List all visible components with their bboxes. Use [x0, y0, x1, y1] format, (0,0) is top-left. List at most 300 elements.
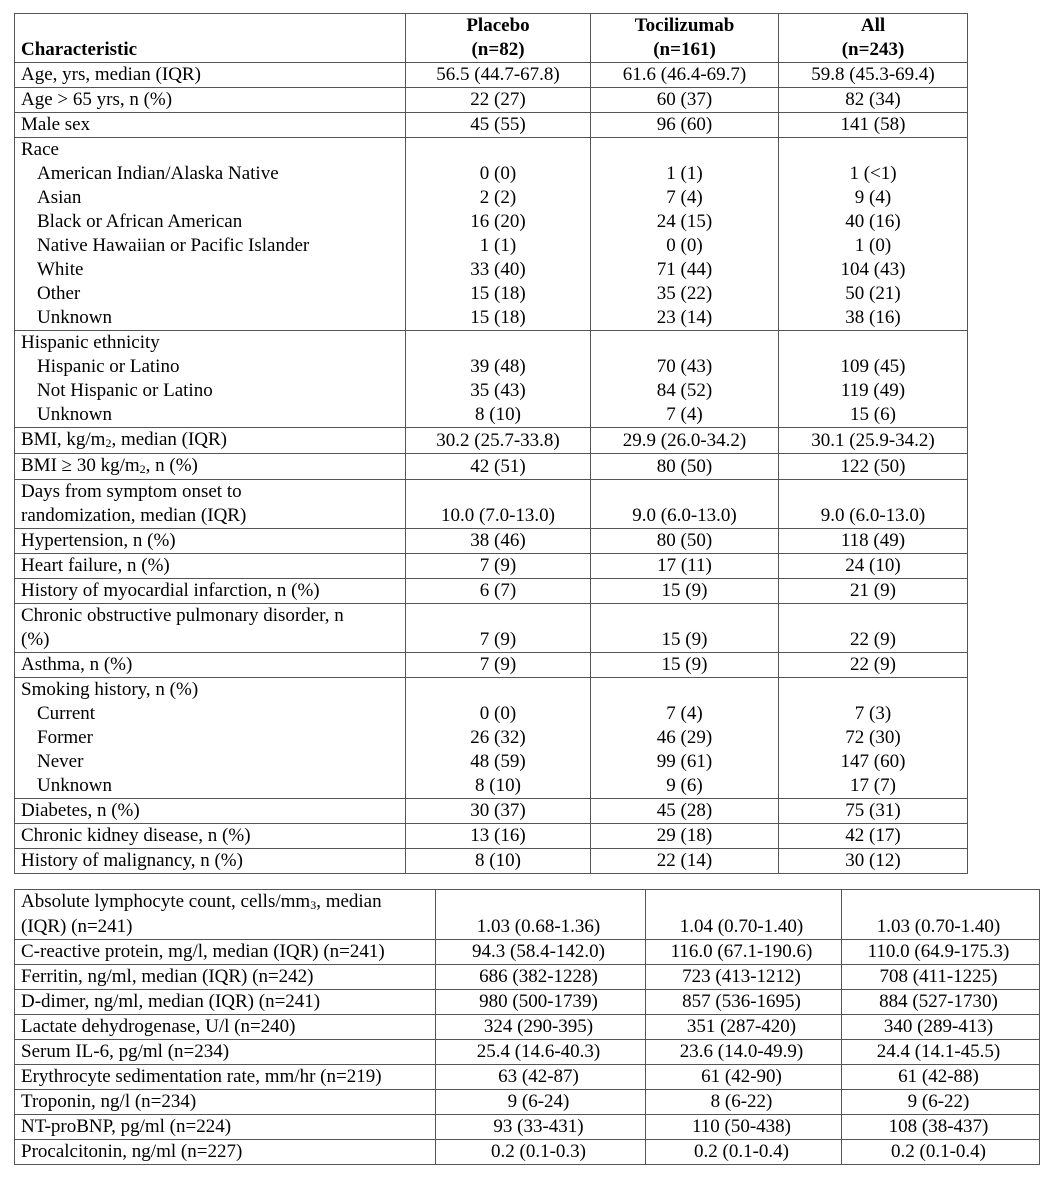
cell-value: 15 (9) [661, 580, 708, 601]
cell-value: 7 (4) [666, 703, 703, 724]
characteristic-header: Characteristic [15, 14, 406, 63]
cell-value: 8 (10) [475, 850, 521, 871]
placebo-cell [406, 113, 591, 138]
characteristic-cell [15, 579, 406, 604]
row-label: Asian [37, 187, 82, 208]
cell-value: 0.2 (0.1-0.3) [491, 1141, 586, 1162]
all-cell [779, 554, 968, 579]
group-heading: Days from symptom onset to [21, 481, 242, 502]
row-label-wrap [21, 356, 179, 377]
row-label-wrap [21, 555, 170, 576]
tocilizumab-cell [646, 965, 842, 990]
cell-value: 109 (45) [840, 356, 906, 377]
placebo-cell [436, 1065, 646, 1090]
cell-value: 15 (18) [470, 283, 526, 304]
cell-value: 9 (6) [666, 775, 703, 796]
row-label-wrap [21, 850, 243, 871]
group-heading: Race [21, 139, 59, 160]
row-label-wrap [21, 404, 112, 425]
table-row [15, 428, 968, 454]
group-heading: Smoking history, n (%) [21, 679, 199, 700]
cell-value: 99 (61) [656, 751, 713, 772]
table-row [15, 940, 1040, 965]
tocilizumab-cell [646, 990, 842, 1015]
characteristic-cell [15, 529, 406, 554]
cell-value: 30.1 (25.9-34.2) [811, 430, 935, 451]
row-label-suffix: , median (IQR) [111, 429, 228, 450]
cell-value: 15 (18) [470, 307, 526, 328]
row-label-line2: (IQR) (n=241) [21, 916, 133, 937]
row-label-wrap [21, 751, 83, 772]
table-row [15, 990, 1040, 1015]
row-label-wrap [21, 235, 309, 256]
cell-value: 110.0 (64.9-175.3) [867, 941, 1010, 962]
cell-value: 22 (9) [850, 654, 896, 675]
tocilizumab-cell [591, 678, 779, 799]
all-cell [842, 890, 1040, 940]
cell-value: 108 (38-437) [888, 1116, 989, 1137]
cell-value: 1 (1) [666, 163, 703, 184]
cell-value: 39 (48) [470, 356, 526, 377]
cell-value: 1 (<1) [849, 163, 897, 184]
cell-value: 75 (31) [845, 800, 901, 821]
cell-value: 708 (411-1225) [879, 966, 998, 987]
cell-value: 23.6 (14.0-49.9) [679, 1041, 804, 1062]
tocilizumab-cell [646, 1015, 842, 1040]
placebo-cell [406, 529, 591, 554]
placebo-cell [406, 480, 591, 529]
baseline-characteristics-table [14, 13, 968, 874]
placebo-cell [406, 454, 591, 480]
tocilizumab-cell [591, 331, 779, 428]
tocilizumab-cell [591, 480, 779, 529]
row-label-wrap [21, 259, 83, 280]
cell-value: 340 (289-413) [883, 1016, 994, 1037]
cell-value: 7 (9) [479, 654, 517, 675]
cell-value: 82 (34) [845, 89, 901, 110]
table-row [15, 678, 968, 799]
cell-value: 80 (50) [656, 530, 713, 551]
cell-value: 84 (52) [656, 380, 713, 401]
row-label: Diabetes, n (%) [21, 800, 140, 821]
cell-value: 60 (37) [656, 89, 713, 110]
row-label: White [37, 259, 84, 280]
placebo-cell [406, 331, 591, 428]
tocilizumab-cell [591, 604, 779, 653]
characteristic-cell [15, 824, 406, 849]
row-label-suffix: , median [316, 891, 382, 912]
all-cell [842, 1065, 1040, 1090]
all-cell [779, 849, 968, 874]
cell-value: 857 (536-1695) [682, 991, 801, 1012]
all-cell [779, 454, 968, 480]
row-label: History of myocardial infarction, n (%) [21, 580, 320, 601]
table-row [15, 890, 1040, 940]
cell-value: 17 (7) [850, 775, 896, 796]
placebo-cell [406, 138, 591, 331]
row-label: Other [37, 283, 81, 304]
placebo-cell [406, 653, 591, 678]
table-row [15, 965, 1040, 990]
cell-value: 61 (42-88) [898, 1066, 979, 1087]
all-cell [842, 990, 1040, 1015]
cell-value: 723 (413-1212) [682, 966, 801, 987]
placebo-cell [436, 1090, 646, 1115]
placebo-cell [406, 824, 591, 849]
row-label: Black or African American [37, 211, 243, 232]
cell-value: 15 (9) [661, 629, 708, 650]
table-row [15, 604, 968, 653]
row-label-wrap [21, 283, 80, 304]
cell-value: 45 (55) [470, 114, 526, 135]
lab-label-cell [15, 1040, 436, 1065]
cell-value: 122 (50) [840, 456, 906, 477]
placebo-cell [406, 554, 591, 579]
row-label-wrap [21, 825, 251, 846]
all-cell [779, 678, 968, 799]
row-label-wrap [21, 89, 172, 110]
table-row [15, 653, 968, 678]
cell-value: 48 (59) [470, 751, 526, 772]
cell-value: 38 (16) [845, 307, 901, 328]
all-cell [779, 63, 968, 88]
table-row [15, 1040, 1040, 1065]
all-cell [779, 331, 968, 428]
characteristic-cell [15, 88, 406, 113]
lab-label-cell [15, 890, 436, 940]
table-row [15, 1015, 1040, 1040]
characteristic-cell [15, 480, 406, 529]
lab-label-cell [15, 990, 436, 1015]
characteristic-cell [15, 653, 406, 678]
header-row [15, 14, 968, 63]
cell-value: 8 (6-22) [710, 1091, 773, 1112]
characteristic-cell [15, 678, 406, 799]
tocilizumab-cell [591, 63, 779, 88]
cell-value: 7 (9) [479, 629, 517, 650]
cell-value: 1.03 (0.68-1.36) [476, 916, 601, 937]
cell-value: 351 (287-420) [686, 1016, 797, 1037]
tocilizumab-cell [646, 1115, 842, 1140]
table-row [15, 138, 968, 331]
all-cell [779, 138, 968, 331]
row-label: American Indian/Alaska Native [37, 163, 279, 184]
cell-value: 141 (58) [840, 114, 906, 135]
placebo-cell [436, 990, 646, 1015]
table-row [15, 824, 968, 849]
cell-value: 35 (22) [656, 283, 713, 304]
placebo-cell [436, 1115, 646, 1140]
cell-value: 7 (3) [854, 703, 892, 724]
tocilizumab-cell [646, 890, 842, 940]
tocilizumab-cell [591, 113, 779, 138]
lab-label-cell [15, 1140, 436, 1165]
row-label-wrap [21, 211, 242, 232]
table-row [15, 1140, 1040, 1165]
table-row [15, 1115, 1040, 1140]
tocilizumab-cell [646, 940, 842, 965]
group-heading: Hispanic ethnicity [21, 332, 160, 353]
table-row [15, 554, 968, 579]
cell-value: 45 (28) [656, 800, 713, 821]
row-label: Ferritin, ng/ml, median (IQR) (n=242) [21, 966, 314, 987]
cell-value: 0.2 (0.1-0.4) [694, 1141, 789, 1162]
cell-value: 71 (44) [656, 259, 713, 280]
all-cell [779, 579, 968, 604]
row-label-wrap [21, 64, 201, 85]
cell-value: 9 (6-22) [907, 1091, 970, 1112]
tocilizumab-cell [591, 138, 779, 331]
cell-value: 38 (46) [470, 530, 526, 551]
cell-value: 8 (10) [475, 404, 521, 425]
cell-value: 29 (18) [656, 825, 713, 846]
placebo-cell [436, 890, 646, 940]
row-label-wrap [21, 629, 49, 650]
table-row [15, 799, 968, 824]
lab-label-cell [15, 965, 436, 990]
unit-subscript: 3 [310, 898, 317, 912]
characteristic-cell [15, 113, 406, 138]
table-row [15, 579, 968, 604]
cell-value: 56.5 (44.7-67.8) [436, 64, 560, 85]
cell-value: 15 (6) [850, 404, 896, 425]
all-cell [842, 940, 1040, 965]
row-label: Absolute lymphocyte count, cells/mm [21, 891, 311, 912]
cell-value: 9 (6-24) [507, 1091, 570, 1112]
row-label-wrap [21, 703, 95, 724]
row-label-wrap [21, 580, 320, 601]
cell-value: 9 (4) [854, 187, 892, 208]
lab-label-cell [15, 1015, 436, 1040]
tocilizumab-cell [591, 454, 779, 480]
cell-value: 23 (14) [656, 307, 713, 328]
cell-value: 7 (9) [479, 555, 517, 576]
cell-value: 1.04 (0.70-1.40) [679, 916, 804, 937]
table-row [15, 113, 968, 138]
row-label: BMI, kg/m [21, 429, 106, 450]
cell-value: 94.3 (58.4-142.0) [472, 941, 605, 962]
cell-value: 104 (43) [840, 259, 906, 280]
tocilizumab-cell [591, 529, 779, 554]
cell-value: 110 (50-438) [691, 1116, 792, 1137]
cell-value: 147 (60) [840, 751, 906, 772]
cell-value: 22 (14) [656, 850, 713, 871]
row-label: Current [37, 703, 96, 724]
cell-value: 686 (382-1228) [479, 966, 598, 987]
row-label: C-reactive protein, mg/l, median (IQR) (n=241) [21, 941, 385, 962]
row-label-wrap [21, 307, 112, 328]
all-cell [842, 1015, 1040, 1040]
all-cell [779, 799, 968, 824]
row-label-wrap [21, 727, 93, 748]
row-label: (%) [21, 629, 50, 650]
characteristic-cell [15, 454, 406, 480]
placebo-cell [436, 965, 646, 990]
cell-value: 9.0 (6.0-13.0) [820, 505, 926, 526]
placebo-header: Placebo (n=82) [406, 14, 591, 63]
row-label: NT-proBNP, pg/ml (n=224) [21, 1116, 232, 1137]
all-cell [842, 1090, 1040, 1115]
placebo-cell [436, 1040, 646, 1065]
cell-value: 61 (42-90) [701, 1066, 782, 1087]
tocilizumab-cell [591, 653, 779, 678]
tocilizumab-cell [591, 428, 779, 454]
cell-value: 59.8 (45.3-69.4) [811, 64, 935, 85]
all-cell [779, 529, 968, 554]
cell-value: 42 (17) [845, 825, 901, 846]
all-cell [842, 1140, 1040, 1165]
lab-label-cell [15, 1115, 436, 1140]
placebo-cell [406, 849, 591, 874]
table-row [15, 88, 968, 113]
row-label-wrap [21, 114, 90, 135]
placebo-cell [406, 678, 591, 799]
characteristic-cell [15, 799, 406, 824]
all-cell [779, 653, 968, 678]
row-label: Serum IL-6, pg/ml (n=234) [21, 1041, 230, 1062]
tocilizumab-cell [591, 799, 779, 824]
cell-value: 93 (33-431) [493, 1116, 584, 1137]
cell-value: 63 (42-87) [498, 1066, 579, 1087]
table-row [15, 454, 968, 480]
row-label: Unknown [37, 307, 112, 328]
placebo-cell [406, 63, 591, 88]
row-label: Lactate dehydrogenase, U/l (n=240) [21, 1016, 296, 1037]
row-label-wrap [21, 505, 246, 526]
cell-value: 118 (49) [840, 530, 906, 551]
table-row [15, 1065, 1040, 1090]
table-row [15, 1090, 1040, 1115]
row-label: Troponin, ng/l (n=234) [21, 1091, 197, 1112]
row-label: Age > 65 yrs, n (%) [21, 89, 173, 110]
all-cell [842, 1115, 1040, 1140]
cell-value: 22 (9) [850, 629, 896, 650]
all-cell [779, 88, 968, 113]
row-label: Hypertension, n (%) [21, 530, 176, 551]
cell-value: 80 (50) [656, 456, 713, 477]
row-label: Age, yrs, median (IQR) [21, 64, 201, 85]
row-label-wrap [21, 187, 81, 208]
row-label-wrap [21, 380, 213, 401]
row-label: Unknown [37, 404, 112, 425]
placebo-cell [406, 604, 591, 653]
cell-value: 10.0 (7.0-13.0) [441, 505, 555, 526]
cell-value: 15 (9) [661, 654, 708, 675]
placebo-cell [436, 1140, 646, 1165]
row-label: Native Hawaiian or Pacific Islander [37, 235, 310, 256]
row-label: Not Hispanic or Latino [37, 380, 213, 401]
row-label: Never [37, 751, 84, 772]
lab-label-cell [15, 1065, 436, 1090]
characteristic-cell [15, 428, 406, 454]
row-label-wrap [21, 800, 140, 821]
cell-value: 6 (7) [479, 580, 517, 601]
cell-value: 26 (32) [470, 727, 526, 748]
group-heading: Chronic obstructive pulmonary disorder, n [21, 605, 344, 626]
cell-value: 96 (60) [656, 114, 713, 135]
all-cell [779, 428, 968, 454]
cell-value: 30 (12) [845, 850, 901, 871]
row-label-wrap [21, 429, 227, 450]
cell-value: 116.0 (67.1-190.6) [670, 941, 813, 962]
tocilizumab-cell [646, 1040, 842, 1065]
row-label-wrap [21, 775, 112, 796]
cell-value: 22 (27) [470, 89, 526, 110]
cell-value: 0 (0) [479, 163, 517, 184]
characteristic-cell [15, 138, 406, 331]
cell-value: 50 (21) [845, 283, 901, 304]
row-label: Chronic kidney disease, n (%) [21, 825, 251, 846]
tocilizumab-header: Tocilizumab (n=161) [591, 14, 779, 63]
row-label-wrap [21, 654, 132, 675]
row-label-wrap [21, 163, 279, 184]
cell-value: 1 (1) [479, 235, 517, 256]
cell-value: 324 (290-395) [483, 1016, 594, 1037]
cell-value: 16 (20) [470, 211, 526, 232]
row-label: Unknown [37, 775, 112, 796]
lab-label-cell [15, 940, 436, 965]
cell-value: 2 (2) [479, 187, 517, 208]
tocilizumab-cell [591, 579, 779, 604]
placebo-cell [436, 940, 646, 965]
cell-value: 7 (4) [666, 404, 703, 425]
table-row [15, 480, 968, 529]
row-label: Heart failure, n (%) [21, 555, 170, 576]
cell-value: 33 (40) [470, 259, 526, 280]
lab-label-cell [15, 1090, 436, 1115]
tocilizumab-cell [646, 1065, 842, 1090]
row-label: Hispanic or Latino [37, 356, 180, 377]
table-row [15, 63, 968, 88]
row-label: BMI ≥ 30 kg/m [21, 455, 140, 476]
cell-value: 0 (0) [479, 703, 517, 724]
cell-value: 40 (16) [845, 211, 901, 232]
placebo-cell [406, 799, 591, 824]
tocilizumab-cell [591, 849, 779, 874]
placebo-cell [406, 428, 591, 454]
characteristic-cell [15, 554, 406, 579]
row-label: randomization, median (IQR) [21, 505, 247, 526]
laboratory-values-table [14, 889, 1040, 1165]
cell-value: 35 (43) [470, 380, 526, 401]
cell-value: 13 (16) [470, 825, 526, 846]
row-label: D-dimer, ng/ml, median (IQR) (n=241) [21, 991, 321, 1012]
cell-value: 0 (0) [666, 235, 703, 256]
all-cell [842, 1040, 1040, 1065]
cell-value: 1 (0) [854, 235, 892, 256]
row-label-wrap [21, 530, 176, 551]
row-label: Erythrocyte sedimentation rate, mm/hr (n=219) [21, 1066, 382, 1087]
row-label: Asthma, n (%) [21, 654, 133, 675]
cell-value: 72 (30) [845, 727, 901, 748]
characteristic-cell [15, 849, 406, 874]
cell-value: 29.9 (26.0-34.2) [622, 430, 747, 451]
cell-value: 119 (49) [840, 380, 906, 401]
all-cell [779, 480, 968, 529]
row-label-suffix: , n (%) [145, 455, 198, 476]
cell-value: 0.2 (0.1-0.4) [891, 1141, 986, 1162]
cell-value: 9.0 (6.0-13.0) [632, 505, 737, 526]
table-row [15, 849, 968, 874]
cell-value: 42 (51) [470, 456, 526, 477]
characteristic-cell [15, 604, 406, 653]
cell-value: 884 (527-1730) [879, 991, 998, 1012]
cell-value: 24.4 (14.1-45.5) [876, 1041, 1001, 1062]
all-header: All (n=243) [779, 14, 968, 63]
row-label: Male sex [21, 114, 91, 135]
all-cell [779, 113, 968, 138]
unit-subscript: 2 [105, 436, 112, 450]
